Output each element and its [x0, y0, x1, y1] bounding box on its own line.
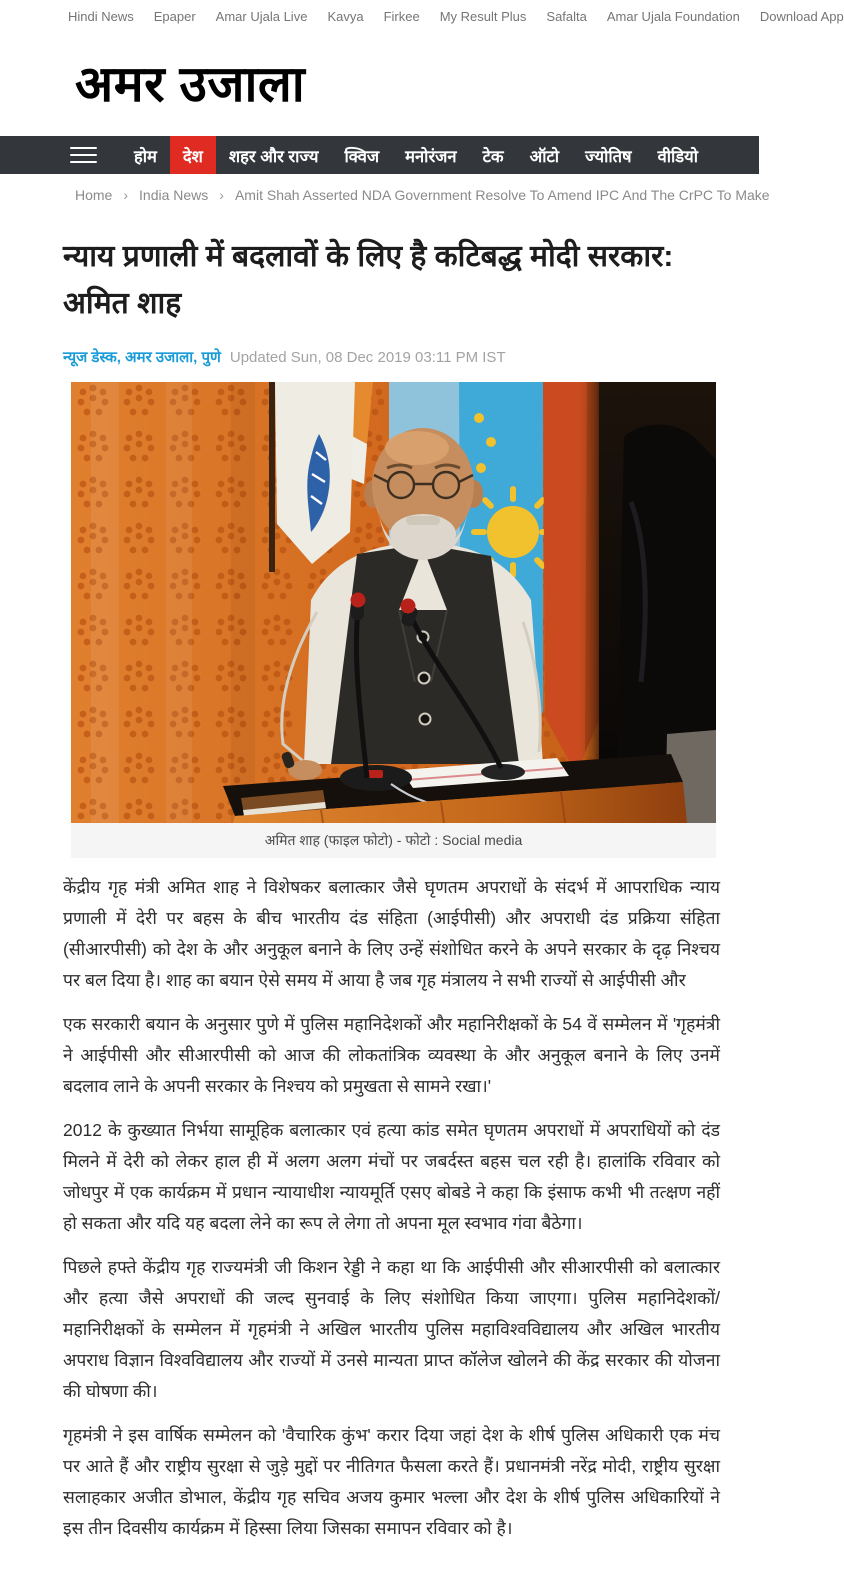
article-paragraph: केंद्रीय गृह मंत्री अमित शाह ने विशेषकर बलात्कार जैसे घृणतम अपराधों के संदर्भ में आपराधिक न्याय प्रणाली में देरी पर बहस के बीच भारतीय दंड संहिता (आईपीसी) और अपराधी दंड प्रक्रिया संहिता (सीआरपीसी) को देश के और अनुकूल बनाने के लिए उन्हें संशोधित करने के अपने सरकार के दृढ़ निश्चय पर बल दिया है। शाह का बयान ऐसे समय में आया है जब गृह मंत्रालय ने सभी राज्यों से आईपीसी और — [63, 877, 720, 990]
main-navigation — [0, 136, 759, 174]
topbar-link-safalta[interactable]: Safalta — [546, 8, 587, 24]
article-image — [71, 382, 716, 823]
topbar-link-epaper[interactable]: Epaper — [153, 8, 196, 24]
article-body — [63, 872, 720, 1544]
nav-item-auto[interactable]: ऑटो — [529, 147, 560, 166]
article-figure — [71, 382, 716, 858]
article — [0, 233, 759, 1575]
breadcrumb-separator: › — [123, 187, 129, 203]
topbar-link-amar-ujala-live[interactable]: Amar Ujala Live — [215, 8, 308, 24]
breadcrumb-india-news[interactable]: India News — [139, 187, 209, 203]
hamburger-bar — [70, 161, 97, 163]
article-paragraph: गृहमंत्री ने इस वार्षिक सम्मेलन को 'वैचारिक कुंभ' करार दिया जहां देश के शीर्ष पुलिस अधिकारी एक मंच पर आते हैं और राष्ट्रीय सुरक्षा से जुड़े मुद्दों पर नीतिगत फैसला करते हैं। प्रधानमंत्री नरेंद्र मोदी, राष्ट्रीय सुरक्षा सलाहकार अजीत डोभाल, केंद्रीय गृह सचिव अजय कुमार भल्ला और देश के शीर्ष पुलिस अधिकारियों ने इस तीन दिवसीय कार्यक्रम में हिस्सा लिया जिसका समापन रविवार को है। — [63, 1425, 720, 1538]
hamburger-menu-icon[interactable] — [70, 147, 97, 163]
topbar-link-my-result-plus[interactable]: My Result Plus — [439, 8, 527, 24]
article-paragraph: पिछले हफ्ते केंद्रीय गृह राज्यमंत्री जी किशन रेड्डी ने कहा था कि आईपीसी और सीआरपीसी को बलात्कार और हत्या जैसे अपराधों की जल्द सुनवाई के लिए संशोधित किया जाएगा। पुलिस महानिदेशकों/ महानिरीक्षकों के सम्मेलन में गृहमंत्री ने अखिल भारतीय पुलिस महाविश्वविद्यालय और अखिल भारतीय अपराध विज्ञान विश्वविद्यालय और राज्यों में उनसे मान्यता प्राप्त कॉलेज खोलने की केंद्र सरकार की योजना की घोषणा की। — [63, 1257, 720, 1401]
nav-item-quiz[interactable]: क्विज — [344, 147, 380, 166]
hamburger-bar — [70, 154, 97, 156]
topbar-link-hindi-news[interactable]: Hindi News — [68, 8, 134, 24]
article-headline: न्याय प्रणाली में बदलावों के लिए है कटिबद्ध मोदी सरकार: अमित शाह — [63, 240, 674, 320]
topbar-link-kavya[interactable]: Kavya — [327, 8, 364, 24]
masthead — [0, 32, 759, 136]
utility-bar — [0, 0, 844, 32]
nav-item-entertainment[interactable]: मनोरंजन — [405, 147, 457, 166]
article-paragraph: 2012 के कुख्यात निर्भया सामूहिक बलात्कार एवं हत्या कांड समेत घृणतम अपराधों में अपराधियों को दंड मिलने में देरी को लेकर हाल ही में अलग अलग मंचों पर जबर्दस्त बहस चल रही है। हालांकि रविवार को जोधपुर में एक कार्यक्रम में प्रधान न्यायाधीश न्यायमूर्ति एसए बोबडे ने कहा कि इंसाफ कभी भी तत्क्षण नहीं हो सकता और यदि यह बदला लेने का रूप ले लेगा तो अपना मूल स्वभाव गंवा बैठेगा। — [63, 1120, 720, 1233]
topbar-link-download-app[interactable]: Download App — [759, 8, 844, 24]
breadcrumb-separator: › — [219, 187, 224, 203]
updated-timestamp: Updated Sun, 08 Dec 2019 03:11 PM IST — [229, 349, 506, 366]
nav-item-tech[interactable]: टेक — [482, 147, 504, 166]
topbar-link-firkee[interactable]: Firkee — [383, 8, 420, 24]
article-paragraph: एक सरकारी बयान के अनुसार पुणे में पुलिस महानिदेशकों और महानिरीक्षकों के 54 वें सम्मेलन में 'गृहमंत्री ने आईपीसी और सीआरपीसी को आज की लोकतांत्रिक व्यवस्था के और अनुकूल बनाने के लिए उनमें बदलाव लाने के अपनी सरकार के निश्चय को प्रमुखता से सामने रखा।' — [63, 1014, 720, 1096]
hamburger-bar — [70, 147, 97, 149]
image-caption: अमित शाह (फाइल फोटो) - फोटो : Social media — [71, 823, 716, 858]
topbar-link-foundation[interactable]: Amar Ujala Foundation — [606, 8, 740, 24]
byline-author-link[interactable]: न्यूज डेस्क, अमर उजाला, पुणे — [63, 349, 221, 366]
breadcrumb — [0, 174, 770, 209]
nav-item-video[interactable]: वीडियो — [657, 147, 698, 166]
nav-item-desh[interactable]: देश — [170, 136, 216, 174]
breadcrumb-current-page: Amit Shah Asserted NDA Government Resolve To Amend IPC And The CrPC To Make — [234, 187, 770, 203]
breadcrumb-home[interactable]: Home — [75, 187, 113, 203]
byline — [63, 347, 720, 367]
amar-ujala-logo[interactable]: अमर उजाला — [75, 56, 306, 112]
nav-item-astrology[interactable]: ज्योतिष — [585, 147, 632, 166]
nav-item-home[interactable]: होम — [134, 147, 157, 166]
nav-item-city-states[interactable]: शहर और राज्य — [228, 147, 319, 166]
